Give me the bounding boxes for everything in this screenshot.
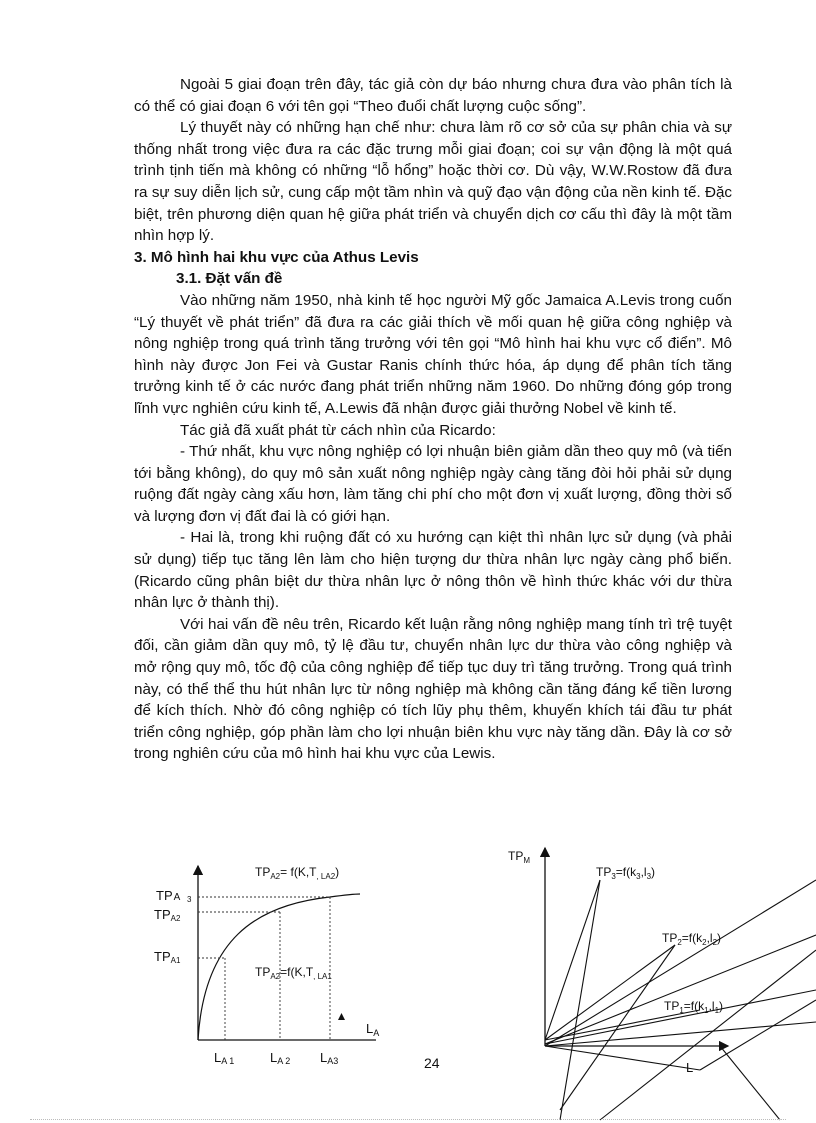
curve-label-la2: $TP_{A2}= f(K,T_{, LA2})$ — [255, 865, 340, 881]
total-product-agriculture-chart — [154, 865, 379, 1066]
curve-label-la1: $TP_{A2}=f(K,T_{, LA1}$ — [255, 965, 332, 981]
y-label-tpa2: TPA2 — [154, 907, 181, 923]
line-h — [720, 1046, 780, 1120]
production-curve — [198, 894, 360, 1040]
line-b — [545, 935, 816, 1044]
y-label-tpa1: TPA1 — [154, 949, 181, 965]
line-tp3-b — [560, 880, 600, 1120]
paragraph: Tác giả đã xuất phát từ cách nhìn của Ricardo: — [180, 421, 496, 439]
paragraph: - Hai là, trong khi ruộng đất có xu hướng cạn kiệt thì nhân lực sử dụng (và phải sử dụng) tiếp tục tăng lên làm cho hiện tượng dư thừa nhân lực ngày càng phổ biến. (Ricardo cũng phân biệt dư thừa nhân lực ở nông thôn về hình thức khác với dư thừa nhân lực ở thành thị). — [134, 529, 732, 612]
paragraph: Lý thuyết này có những hạn chế như: chưa làm rõ cơ sở của sự phân chia và sự thống nhất trong việc đưa ra các đặc trưng mỗi giai đoạn; coi sự vận động là một quá trình tịnh tiến mà không có những “lỗ hổng” hoặc thời cơ. Dù vậy, W.W.Rostow đã đưa ra sự suy diễn lịch sử, cung cấp một tầm nhìn và quỹ đạo vận động của nền kinh tế. Đặc biệt, trên phương diện quan hệ giữa phát triển và chuyển dịch cơ cấu thì đây là một tầm nhìn hợp lý. — [134, 119, 732, 245]
arrow-marker-icon — [338, 1013, 345, 1020]
curve-label-tp2: $TP_2=f(k_2,l_2)$ — [662, 931, 722, 947]
curve-label-tp3: $TP_3=f(k_3,l_3)$ — [596, 865, 656, 881]
x-axis-label-la: $L_A$ — [366, 1021, 380, 1038]
line-tp2-b — [560, 945, 675, 1110]
paragraph: - Thứ nhất, khu vực nông nghiệp có lợi nhuận biên giảm dần theo quy mô (và tiến tới bằng không), do quy mô sản xuất nông nghiệp ngày càng tăng đòi hỏi phải sử dụng ruộng đất ngày càng xấu hơn, làm tăng chi phí cho một đơn vị xuất lượng, đồng thời số và lượng đơn vị đất đai là có giới hạn. — [134, 443, 732, 525]
x-axis-label-l: L — [686, 1060, 694, 1075]
section-heading-3-1: 3.1. Đặt vấn đề — [176, 270, 283, 288]
page-bottom-rule — [30, 1119, 786, 1120]
x-tick-la1: LA 1 — [214, 1050, 235, 1066]
total-product-industry-chart — [508, 848, 816, 1120]
y-axis-label-tpm: $TP_M$ — [508, 849, 531, 865]
y-label-tpa: TPA — [156, 888, 181, 903]
paragraph: Vào những năm 1950, nhà kinh tế học người Mỹ gốc Jamaica A.Levis trong cuốn “Lý thuyết về phát triển” đã đưa ra các giải thích về mối quan hệ giữa công nghiệp và nông nghiệp trong quá trình tăng trưởng với tên gọi “Mô hình hai khu vực cổ điển”. Mô hình này được Jon Fei và Gustar Ranis chính thức hóa, áp dụng để phân tích tăng trưởng kinh tế ở các nước đang phát triển những năm 1960. Do những đóng góp trong lĩnh vực nghiên cứu kinh tế, A.Lewis đã nhận được giải thưởng Nobel về kinh tế. — [134, 291, 732, 417]
line-tp1 — [545, 1010, 700, 1040]
paragraph: Ngoài 5 giai đoạn trên đây, tác giả còn dự báo nhưng chưa đưa vào phân tích là có thể có giai đoạn 6 với tên gọi “Theo đuổi chất lượng cuộc sống”. — [134, 76, 732, 115]
line-c — [545, 990, 816, 1044]
paragraph: Với hai vấn đề nêu trên, Ricardo kết luận rằng nông nghiệp mang tính trì trệ tuyệt đối, cần giảm dần quy mô, tỷ lệ đầu tư, chuyển nhân lực dư thừa vào công nghiệp và mở rộng quy mô, tốc độ của công nghiệp để tiếp tục duy trì tăng trưởng. Trong quá trình này, có thể thể thu hút nhân lực từ nông nghiệp mà không cần tăng đáng kể tiền lương để kích thích. Nhờ đó công nghiệp có tích lũy phụ thêm, khuyến khích tái đầu tư phát triển công nghiệp, góp phần làm cho lợi nhuận biên khu vực này tăng dần. Đây là cơ sở trong nghiên cứu của mô hình hai khu vực của Lewis. — [134, 615, 732, 763]
x-tick-la3: LA3 — [320, 1050, 339, 1066]
curve-label-tp1: $TP_1=f(k_1,l_1)$ — [664, 999, 724, 1015]
section-heading-3: 3. Mô hình hai khu vực của Athus Levis — [134, 248, 419, 266]
line-d — [545, 1022, 816, 1046]
x-tick-la2: LA 2 — [270, 1050, 291, 1066]
line-f — [545, 1046, 700, 1070]
page-number: 24 — [424, 1055, 440, 1071]
y-label-tpa-index: 3 — [187, 895, 192, 904]
line-tp2 — [545, 945, 675, 1040]
line-tp3 — [545, 880, 600, 1040]
